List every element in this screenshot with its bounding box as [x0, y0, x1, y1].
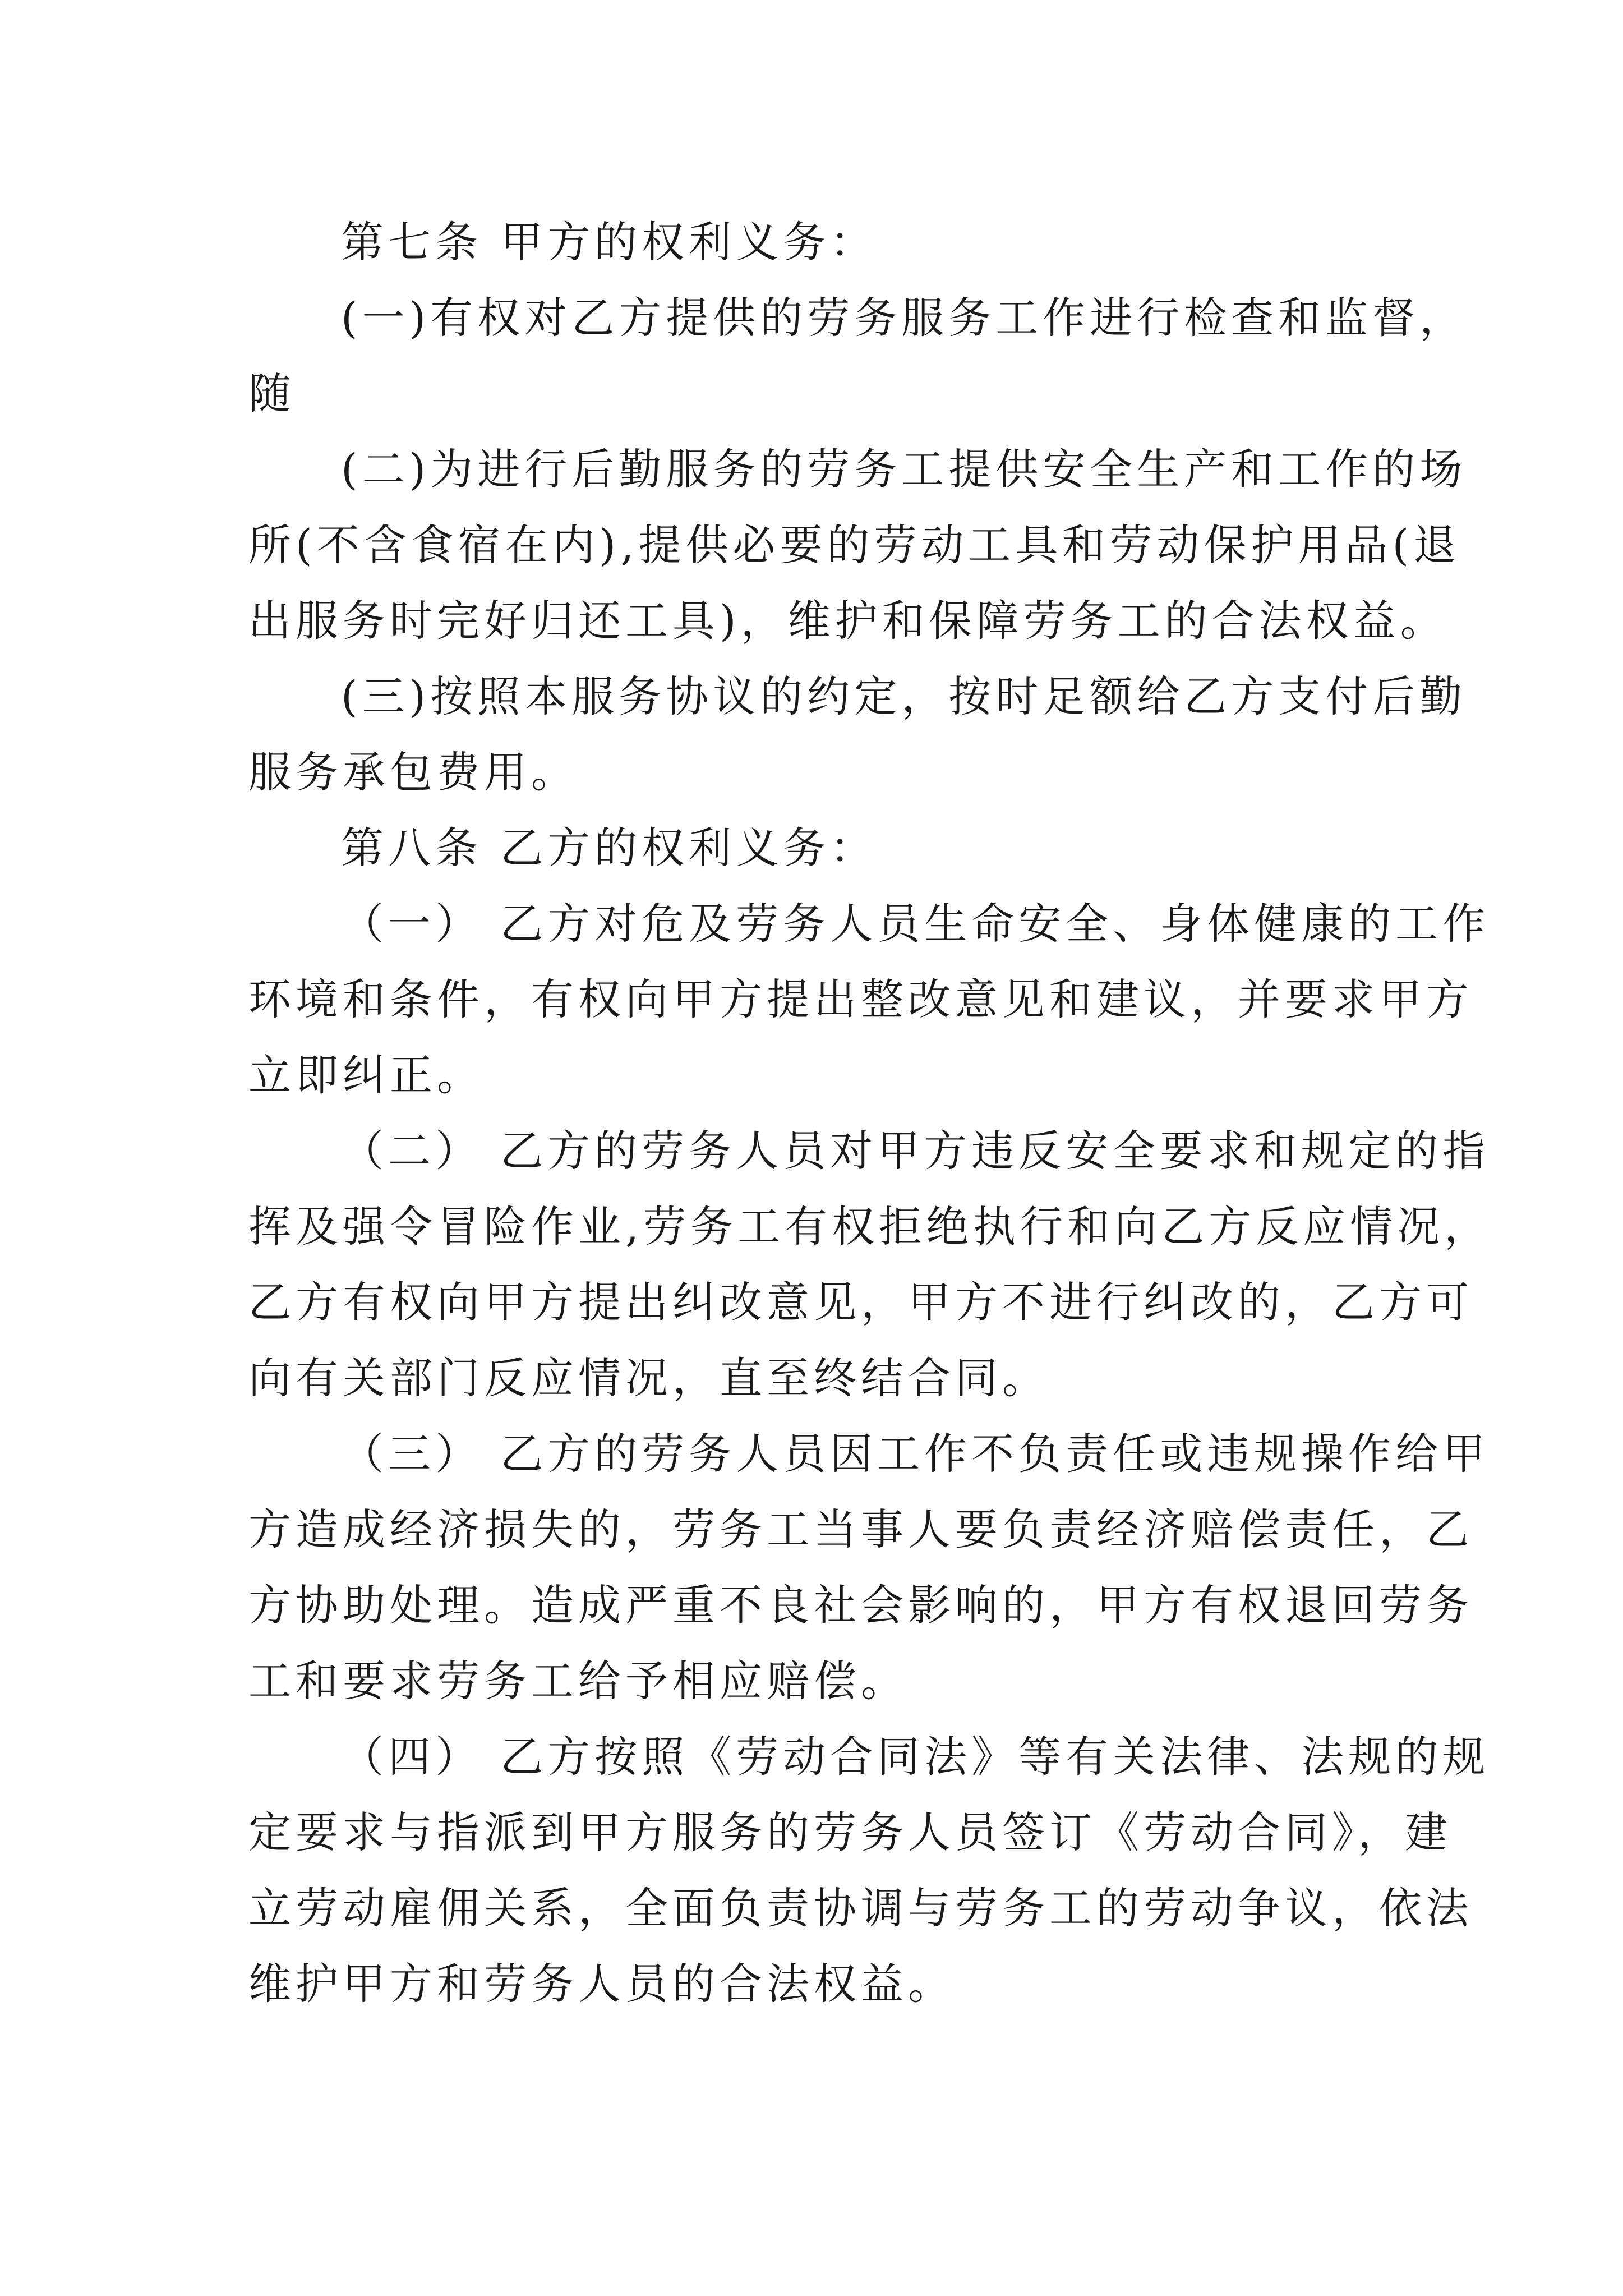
- article-8-item-2: （二） 乙方的劳务人员对甲方违反安全要求和规定的指: [341, 1126, 1490, 1176]
- article-8-item-2-line-2: 挥及强令冒险作业,劳务工有权拒绝执行和向乙方反应情况，: [248, 1202, 1492, 1251]
- article-8-item-3-line-4: 工和要求劳务工给予相应赔偿。: [248, 1656, 908, 1706]
- article-7-item-3: (三)按照本服务协议的约定，按时足额给乙方支付后勤: [341, 671, 1467, 721]
- article-7-item-2-line-2: 所(不含食宿在内),提供必要的劳动工具和劳动保护用品(退: [248, 520, 1461, 570]
- article-8-item-2-line-3: 乙方有权向甲方提出纠改意见，甲方不进行纠改的，乙方可: [248, 1277, 1473, 1327]
- article-7-item-2-line-3: 出服务时完好归还工具)，维护和保障劳务工的合法权益。: [248, 596, 1447, 646]
- article-8-item-3: （三） 乙方的劳务人员因工作不负责任或违规操作给甲: [341, 1429, 1490, 1479]
- article-8-heading: 第八条 乙方的权利义务：: [341, 823, 878, 873]
- article-7-item-2: (二)为进行后勤服务的劳务工提供安全生产和工作的场: [341, 444, 1467, 494]
- article-7-item-1-continued: 随: [248, 369, 296, 418]
- article-8-item-4: （四） 乙方按照《劳动合同法》等有关法律、法规的规: [341, 1732, 1490, 1782]
- article-8-item-3-line-2: 方造成经济损失的，劳务工当事人要负责经济赔偿责任，乙: [248, 1504, 1473, 1554]
- article-8-item-1-line-2: 环境和条件，有权向甲方提出整改意见和建议，并要求甲方: [248, 974, 1473, 1024]
- article-8-item-4-line-3: 立劳动雇佣关系，全面负责协调与劳务工的劳动争议，依法: [248, 1883, 1473, 1933]
- article-8-item-1-line-3: 立即纠正。: [248, 1050, 484, 1100]
- article-7-item-3-line-2: 服务承包费用。: [248, 747, 578, 797]
- article-8-item-1: （一） 乙方对危及劳务人员生命安全、身体健康的工作: [341, 899, 1490, 949]
- article-7-item-1: (一)有权对乙方提供的劳务服务工作进行检查和监督，: [341, 293, 1467, 343]
- article-8-item-4-line-4: 维护甲方和劳务人员的合法权益。: [248, 1959, 955, 2009]
- article-8-item-4-line-2: 定要求与指派到甲方服务的劳务人员签订《劳动合同》，建: [248, 1807, 1452, 1857]
- article-8-item-2-line-4: 向有关部门反应情况，直至终结合同。: [248, 1353, 1049, 1403]
- article-8-item-3-line-3: 方协助处理。造成严重不良社会影响的，甲方有权退回劳务: [248, 1580, 1473, 1630]
- article-7-heading: 第七条 甲方的权利义务：: [341, 217, 878, 267]
